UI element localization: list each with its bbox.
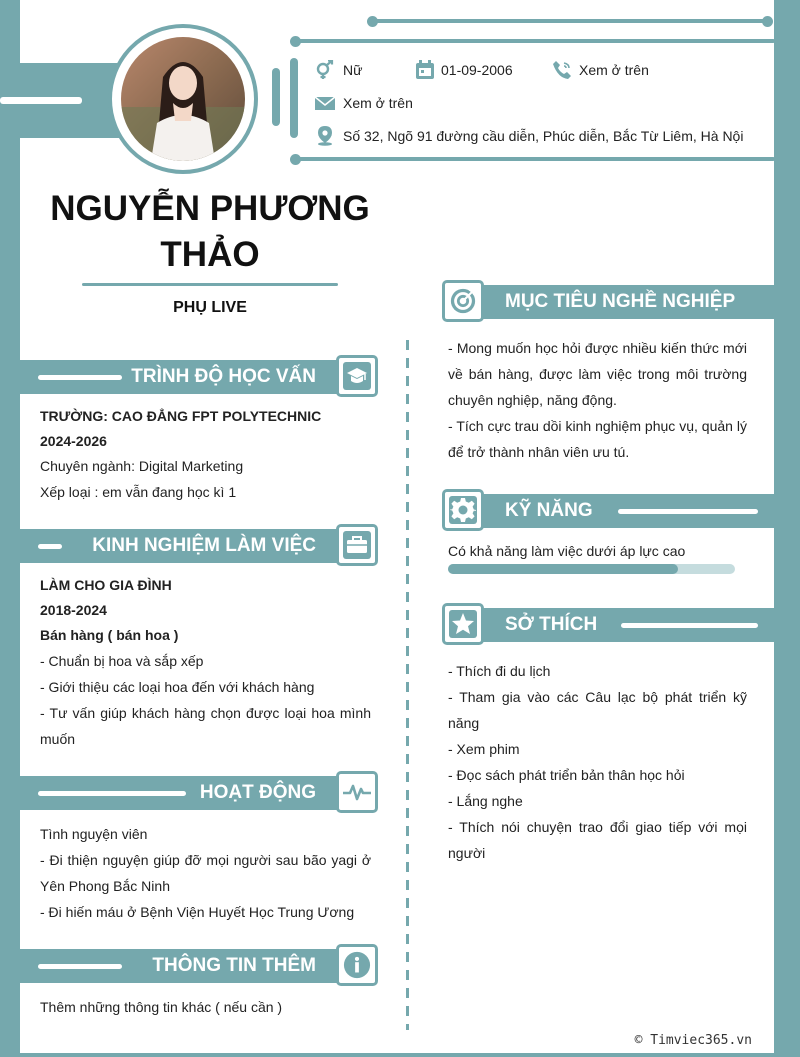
full-name: NGUYỄN PHƯƠNG THẢO (50, 189, 370, 274)
hobby-item: - Lắng nghe (448, 793, 523, 809)
objective-header: MỤC TIÊU NGHỀ NGHIỆP (483, 285, 774, 319)
activities-title: Tình nguyện viên (40, 826, 148, 842)
experience-item: - Chuẩn bị hoa và sắp xếp (40, 653, 204, 669)
header-dot (762, 16, 773, 27)
experience-header: KINH NGHIỆM LÀM VIỆC (20, 529, 338, 563)
skills-iconbox (442, 489, 484, 531)
extra-header: THÔNG TIN THÊM (20, 949, 338, 983)
avatar (121, 37, 245, 161)
birthday-value: 01-09-2006 (441, 62, 513, 78)
activities-item: - Đi thiện nguyện giúp đỡ mọi người sau bão yagi ở Yên Phong Bắc Ninh (40, 852, 371, 894)
experience-item: - Giới thiệu các loại hoa đến với khách hàng (40, 679, 315, 695)
education-header: TRÌNH ĐỘ HỌC VẤN (20, 360, 338, 394)
column-divider (406, 340, 409, 1030)
gear-icon (450, 497, 476, 523)
location-icon (315, 126, 335, 146)
skill-progress-fill (448, 564, 678, 574)
activities-item: - Đi hiến máu ở Bệnh Viện Huyết Học Trung Ương (40, 904, 355, 920)
graduation-cap-icon (346, 365, 368, 387)
star-icon (451, 612, 475, 636)
skill-progress-track (448, 564, 735, 574)
hobbies-header: SỞ THÍCH (483, 608, 774, 642)
experience-item: - Tư vấn giúp khách hàng chọn được loại hoa mình muốn (40, 705, 371, 747)
experience-company: LÀM CHO GIA ĐÌNH (40, 577, 172, 593)
job-title: PHỤ LIVE (173, 299, 247, 316)
gender-icon (315, 60, 335, 80)
skill-label: Có khả năng làm việc dưới áp lực cao (448, 543, 686, 559)
header-bracket (272, 68, 280, 126)
heartbeat-icon (343, 781, 371, 803)
education-school: TRƯỜNG: CAO ĐẲNG FPT POLYTECHNIC (40, 408, 322, 424)
header-line (295, 157, 775, 161)
header-line (372, 19, 767, 23)
header-line (295, 39, 775, 43)
education-major: Chuyên ngành: Digital Marketing (40, 458, 244, 474)
hobby-item: - Đọc sách phát triển bản thân học hỏi (448, 767, 685, 783)
gender-value: Nữ (343, 62, 363, 78)
info-icon (343, 950, 371, 980)
extra-text: Thêm những thông tin khác ( nếu cần ) (40, 999, 283, 1015)
education-years: 2024-2026 (40, 433, 107, 449)
left-deco-line (0, 97, 82, 104)
activities-header: HOẠT ĐỘNG (20, 776, 338, 810)
objective-iconbox (442, 280, 484, 322)
briefcase-icon (346, 534, 368, 556)
name-underline (82, 283, 338, 286)
email-value: Xem ở trên (343, 95, 413, 111)
hobbies-iconbox (442, 603, 484, 645)
extra-iconbox (336, 944, 378, 986)
header-bracket (290, 58, 298, 138)
experience-role: Bán hàng ( bán hoa ) (40, 627, 179, 643)
hobby-item: - Thích đi du lịch (448, 663, 551, 679)
experience-years: 2018-2024 (40, 602, 107, 618)
activities-iconbox (336, 771, 378, 813)
calendar-icon (415, 60, 435, 80)
experience-iconbox (336, 524, 378, 566)
phone-icon (552, 60, 572, 80)
education-iconbox (336, 355, 378, 397)
education-rank: Xếp loại : em vẫn đang học kì 1 (40, 484, 237, 500)
hobby-item: - Tham gia vào các Câu lạc bộ phát triển kỹ năng (448, 689, 747, 731)
hobby-item: - Thích nói chuyện trao đổi giao tiếp với mọi người (448, 819, 747, 861)
skills-header: KỸ NĂNG (483, 494, 774, 528)
hobby-item: - Xem phim (448, 741, 520, 757)
target-icon (449, 286, 477, 316)
address-value: Số 32, Ngõ 91 đường cầu diễn, Phúc diễn, Bắc Từ Liêm, Hà Nội (343, 128, 744, 144)
objective-item: - Mong muốn học hỏi được nhiều kiến thức mới về bán hàng, được làm việc trong môi trường chuyên nghiệp, năng động. (448, 340, 747, 408)
email-icon (315, 93, 335, 113)
copyright-text: © Timviec365.vn (634, 1033, 752, 1048)
phone-value: Xem ở trên (579, 62, 649, 78)
objective-item: - Tích cực trau dồi kinh nghiệm phục vụ, quản lý để trở thành nhân viên ưu tú. (448, 418, 747, 460)
